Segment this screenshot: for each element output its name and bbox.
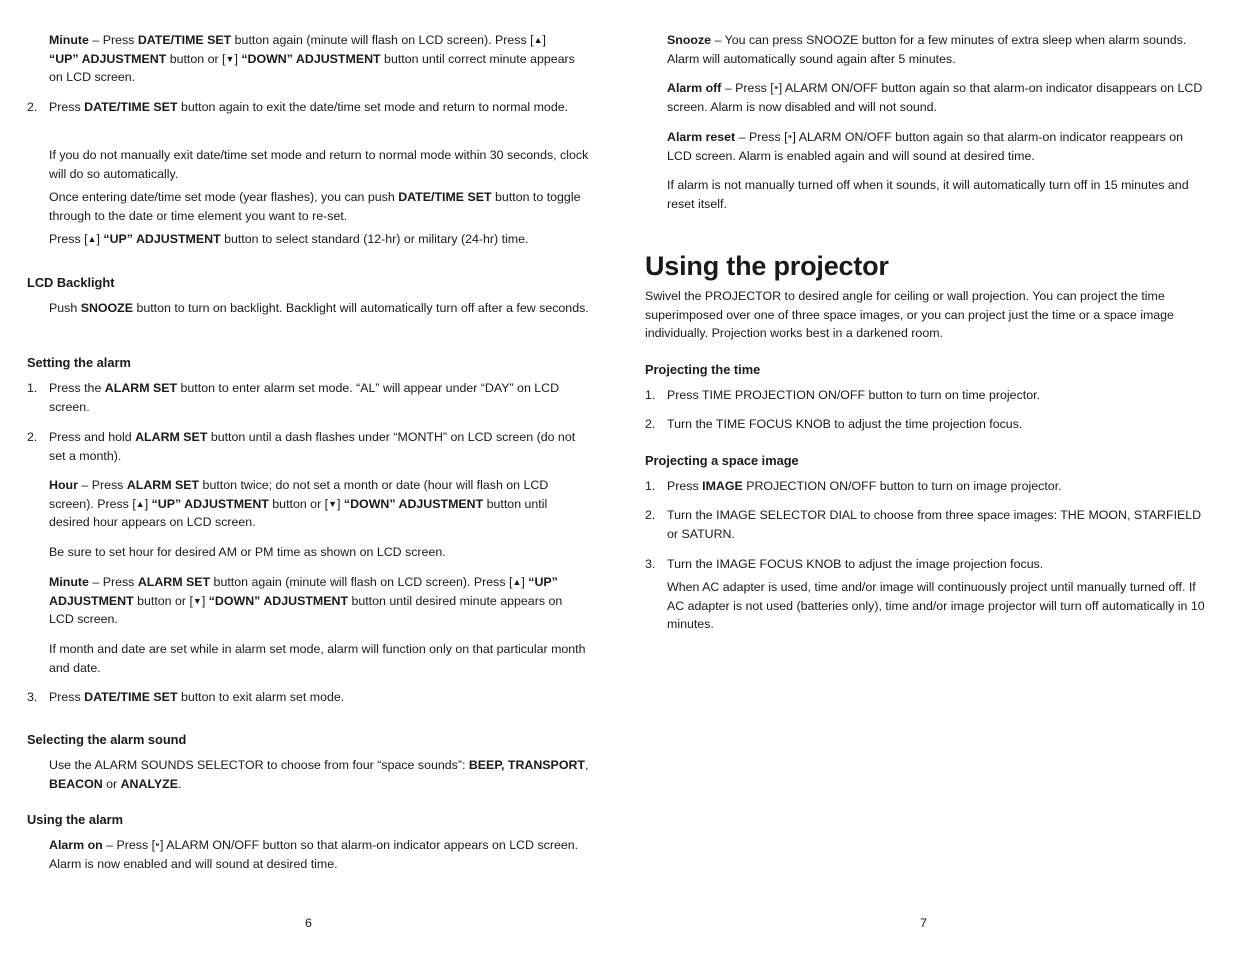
list-number: 1. (645, 479, 656, 493)
paragraph: If alarm is not manually turned off when it sounds, it will automatically turn off in 15 minutes and reset itself. (667, 178, 1189, 211)
paragraph: Press [▲] “UP” ADJUSTMENT button to select standard (12-hr) or military (24-hr) time. (49, 232, 529, 246)
section-heading: Projecting a space image (645, 453, 799, 468)
alarm-bell-icon: ⁍ (787, 132, 793, 143)
alarm-reset-instruction: Alarm reset – Press [⁍] ALARM ON/OFF button again so that alarm-on indicator reappears on LCD screen. Alarm is enabled again and will sound at desired time. (667, 130, 1184, 163)
list-number: 2. (27, 100, 38, 114)
list-number: 2. (645, 508, 656, 522)
alarm-bell-icon: ⁍ (155, 840, 161, 851)
page-number: 6 (305, 916, 312, 930)
section-heading: Projecting the time (645, 362, 761, 377)
list-item: Press the ALARM SET button to enter alarm set mode. “AL” will appear under “DAY” on LCD screen. (49, 381, 560, 414)
up-triangle-icon: ▲ (512, 577, 522, 587)
paragraph: If you do not manually exit date/time set mode and return to normal mode within 30 seconds, clock will do so automatically. (49, 148, 589, 181)
list-number: 1. (27, 381, 38, 395)
alarm-off-instruction: Alarm off – Press [⁍] ALARM ON/OFF button again so that alarm-on indicator disappears on LCD screen. Alarm is now disabled and will not sound. (667, 81, 1203, 114)
paragraph: Push SNOOZE button to turn on backlight. Backlight will automatically turn off after a few seconds. (49, 301, 589, 315)
list-number: 2. (27, 430, 38, 444)
paragraph: Be sure to set hour for desired AM or PM time as shown on LCD screen. (49, 545, 446, 559)
list-number: 2. (645, 417, 656, 431)
list-item: Turn the TIME FOCUS KNOB to adjust the time projection focus. (667, 417, 1023, 431)
down-triangle-icon: ▼ (225, 53, 235, 64)
paragraph: When AC adapter is used, time and/or image will continuously project until manually turned off. If AC adapter is not used (batteries only), time and/or image projector will turn off automatically in 10 minutes. (667, 580, 1205, 632)
list-item: Turn the IMAGE FOCUS KNOB to adjust the image projection focus. (667, 557, 1044, 571)
list-item: Press DATE/TIME SET button to exit alarm set mode. (49, 690, 345, 704)
section-heading: LCD Backlight (27, 275, 115, 290)
down-triangle-icon: ▼ (192, 595, 202, 606)
list-number: 1. (645, 388, 656, 402)
minute-instruction: Minute – Press DATE/TIME SET button again (minute will flash on LCD screen). Press [▲] “UP” ADJUSTMENT button or [▼] “DOWN” ADJUSTMENT button until correct minute appears on LCD screen. (49, 33, 575, 85)
minute-instruction: Minute – Press ALARM SET button again (minute will flash on LCD screen). Press [▲] “UP” ADJUSTMENT button or [▼] “DOWN” ADJUSTMENT button until desired minute appears on LCD screen. (49, 575, 563, 627)
list-item: Press and hold ALARM SET button until a dash flashes under “MONTH” on LCD screen (do not set a month). (49, 430, 576, 463)
list-item: Press TIME PROJECTION ON/OFF button to turn on time projector. (667, 388, 1040, 402)
page-title: Using the projector (645, 251, 889, 281)
section-heading: Setting the alarm (27, 355, 131, 370)
snooze-instruction: Snooze – You can press SNOOZE button for a few minutes of extra sleep when alarm sounds. Alarm will automatically sound again after 5 minutes. (667, 33, 1187, 66)
list-number: 3. (645, 557, 656, 571)
list-item: Turn the IMAGE SELECTOR DIAL to choose from three space images: THE MOON, STARFIELD or SATURN. (667, 508, 1202, 541)
right-page (617, 0, 1235, 954)
hour-instruction: Hour – Press ALARM SET button twice; do not set a month or date (hour will flash on LCD screen). Press [▲] “UP” ADJUSTMENT button or [▼] “DOWN” ADJUSTMENT button until desired hour appears on LCD screen. (49, 478, 549, 530)
paragraph: If month and date are set while in alarm set mode, alarm will function only on that particular month and date. (49, 642, 586, 675)
alarm-on-instruction: Alarm on – Press [⁍] ALARM ON/OFF button so that alarm-on indicator appears on LCD screen. Alarm is now enabled and will sound at desired time. (49, 838, 579, 871)
left-page (0, 0, 617, 954)
list-item: Press IMAGE PROJECTION ON/OFF button to turn on image projector. (667, 479, 1062, 493)
up-triangle-icon: ▲ (533, 35, 543, 45)
list-number: 3. (27, 690, 38, 704)
up-triangle-icon: ▲ (87, 234, 97, 244)
up-triangle-icon: ▲ (135, 498, 145, 509)
paragraph: Once entering date/time set mode (year flashes), you can push DATE/TIME SET button to toggle through to the date or time element you want to re-set. (49, 190, 581, 223)
paragraph: Swivel the PROJECTOR to desired angle for ceiling or wall projection. You can project the time superimposed over one of three space images, or you can project just the time or a space image individually. Projection works best in a darkened room. (645, 289, 1174, 341)
down-triangle-icon: ▼ (328, 498, 338, 509)
paragraph: Use the ALARM SOUNDS SELECTOR to choose from four “space sounds”: BEEP, TRANSPORT, BEACON or ANALYZE. (49, 758, 589, 791)
alarm-bell-icon: ⁍ (773, 83, 779, 94)
list-item: Press DATE/TIME SET button again to exit the date/time set mode and return to normal mode. (49, 100, 569, 114)
section-heading: Using the alarm (27, 812, 124, 827)
section-heading: Selecting the alarm sound (27, 732, 187, 747)
page-number: 7 (920, 916, 927, 930)
